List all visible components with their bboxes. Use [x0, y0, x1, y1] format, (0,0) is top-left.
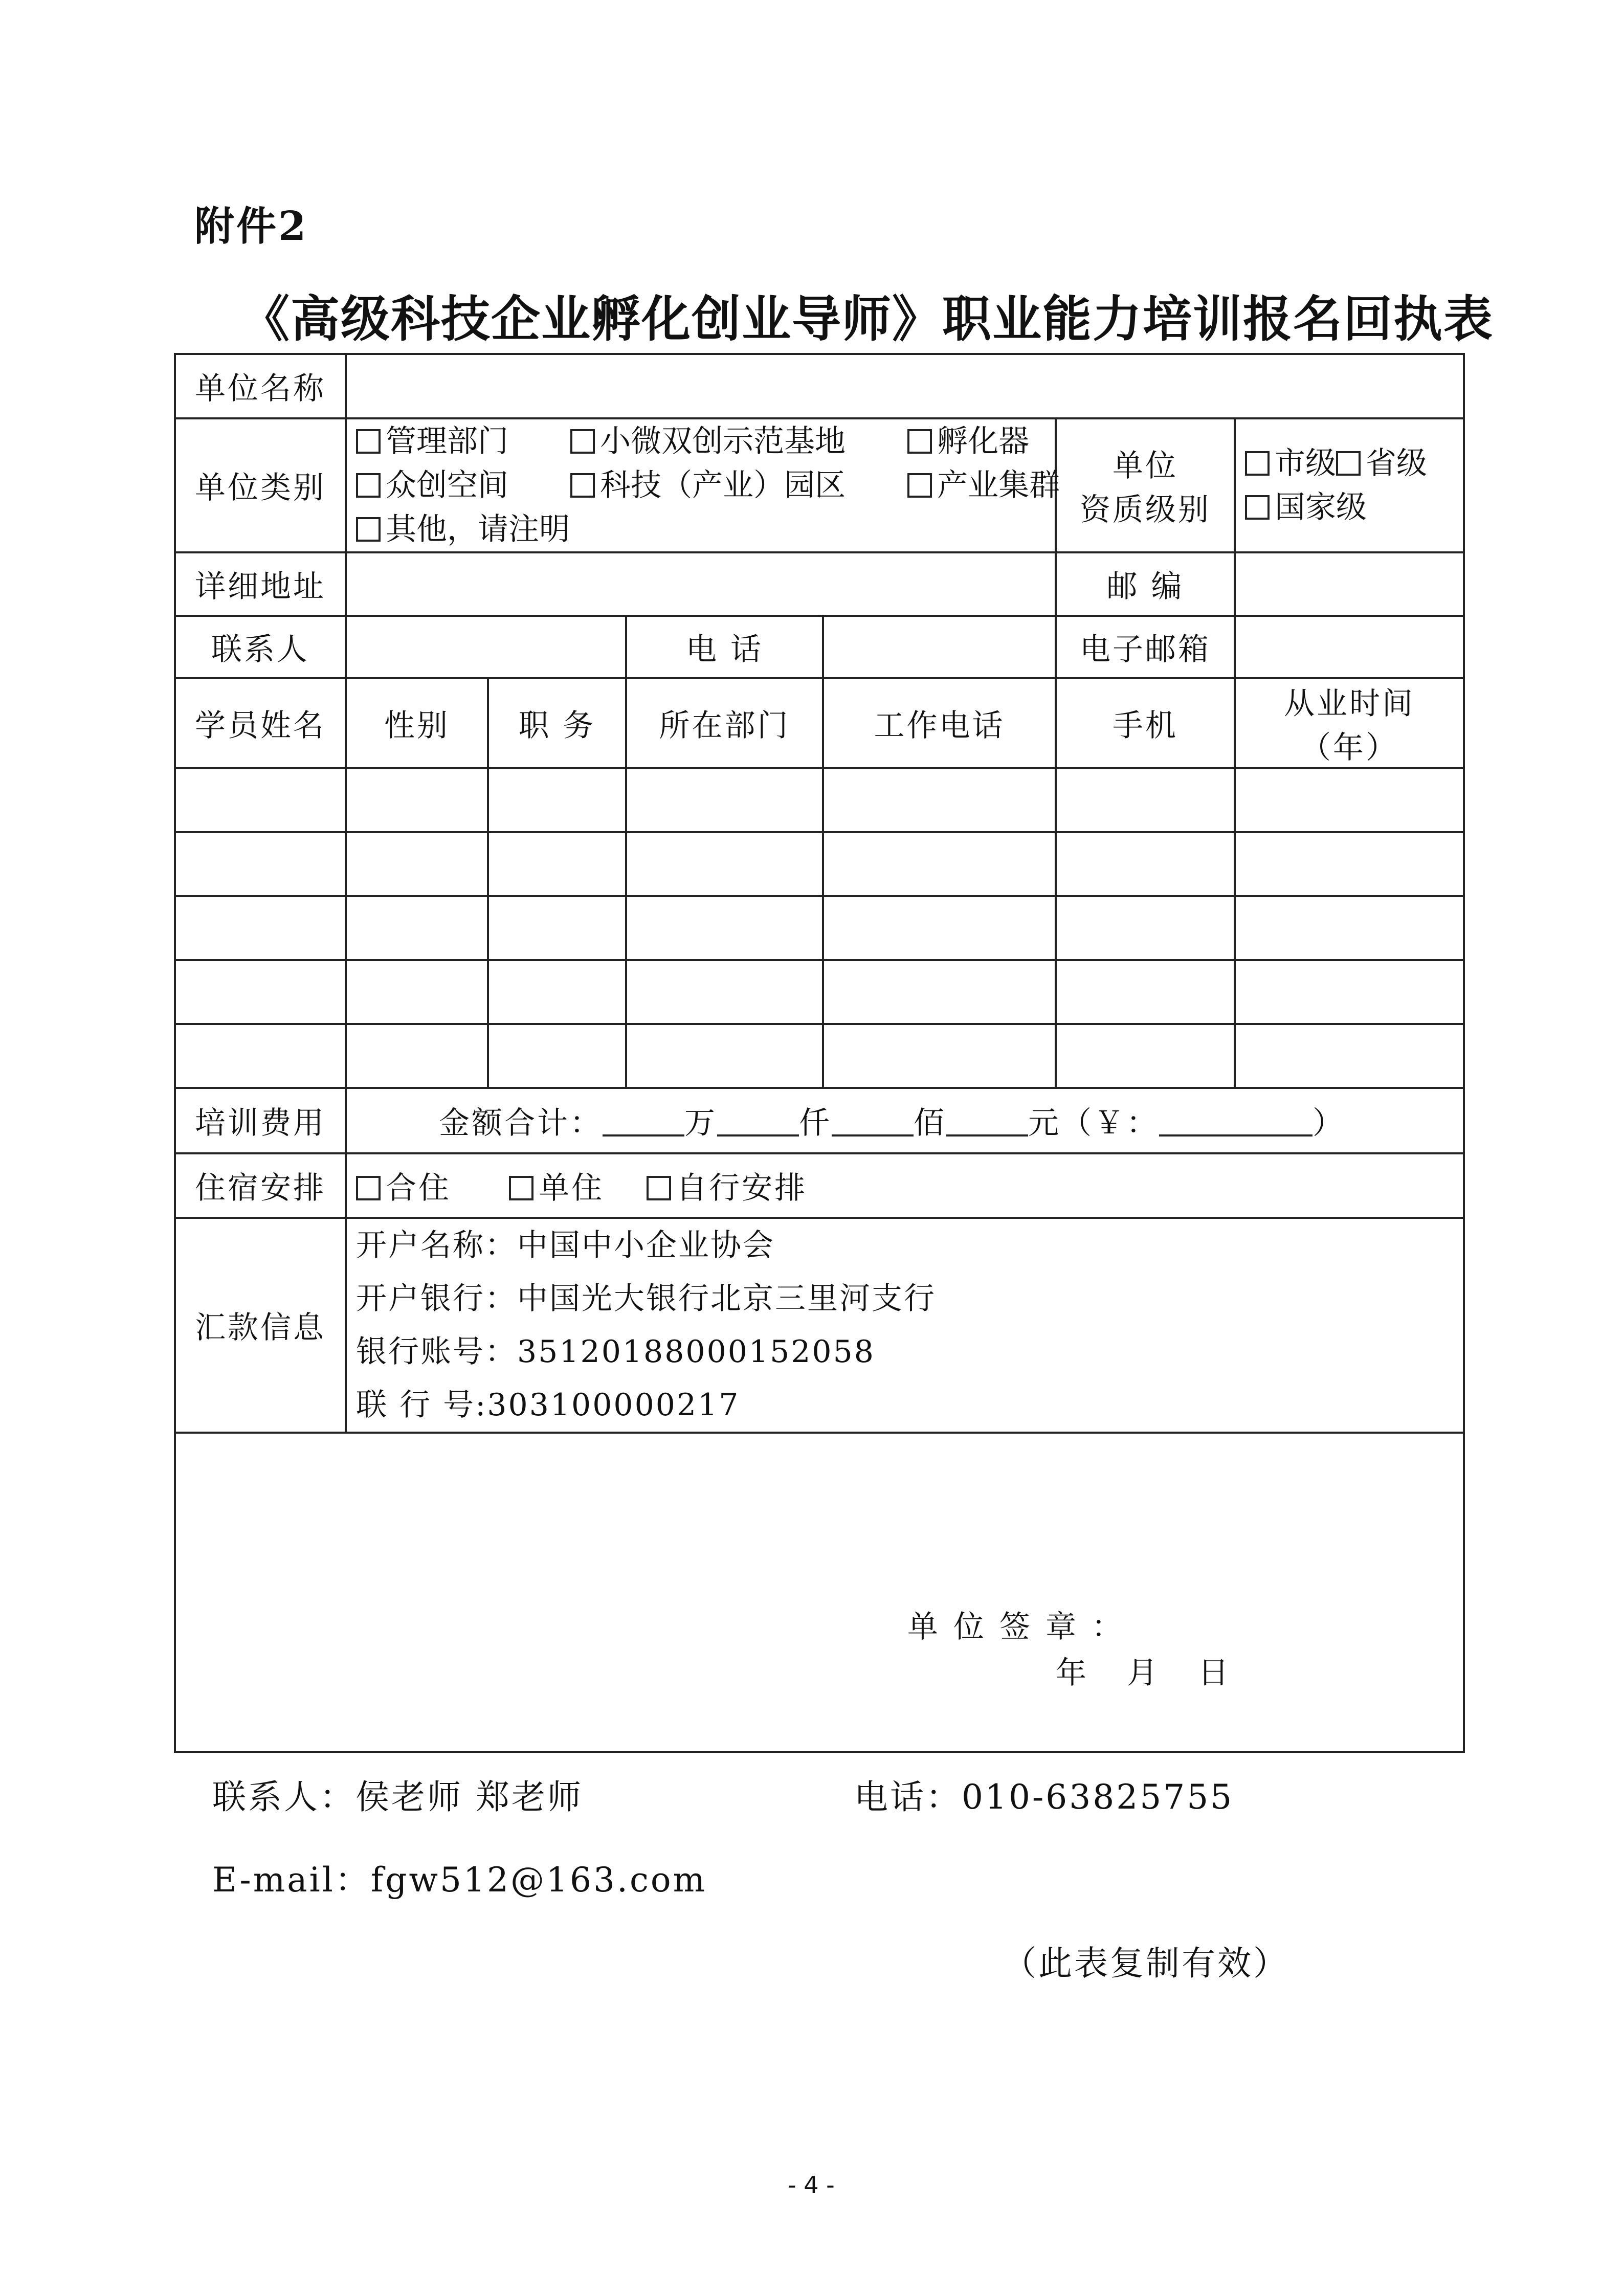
cell-department[interactable] — [626, 832, 823, 896]
fee-bai-blank[interactable] — [832, 1109, 914, 1136]
header-gender: 性别 — [346, 678, 488, 768]
fee-amount: 金额合计： 万 仟 佰 元（￥： ） — [346, 1088, 1464, 1153]
row-unit-name — [175, 354, 1464, 418]
cell-position[interactable] — [488, 1024, 626, 1088]
checkbox-icon — [356, 429, 381, 454]
unit-name-label: 单位名称 — [175, 354, 346, 418]
fee-total-blank[interactable] — [1159, 1109, 1312, 1136]
contact-label: 联系人 — [175, 616, 346, 678]
cell-position[interactable] — [488, 832, 626, 896]
checkbox-icon — [356, 517, 381, 542]
student-row — [175, 960, 1464, 1024]
checkbox-icon — [356, 473, 381, 498]
lodging-label: 住宿安排 — [175, 1153, 346, 1218]
cell-name[interactable] — [175, 1024, 346, 1088]
postcode-field[interactable] — [1235, 552, 1464, 616]
checkbox-icon — [907, 429, 932, 454]
option-other[interactable]: 其他，请注明 — [356, 507, 570, 551]
cell-position[interactable] — [488, 768, 626, 832]
cell-work-phone[interactable] — [823, 832, 1056, 896]
phone-label: 电 话 — [626, 616, 823, 678]
cell-work-phone[interactable] — [823, 768, 1056, 832]
cell-gender[interactable] — [346, 1024, 488, 1088]
fee-label: 培训费用 — [175, 1088, 346, 1153]
contact-field[interactable] — [346, 616, 626, 678]
cell-mobile[interactable] — [1056, 768, 1235, 832]
seal-date: 年 月 日 — [1056, 1655, 1229, 1691]
address-field[interactable] — [346, 552, 1056, 616]
cell-department[interactable] — [626, 768, 823, 832]
student-row — [175, 1024, 1464, 1088]
checkbox-icon — [570, 429, 595, 454]
remit-info — [346, 1218, 1464, 1433]
option-single-room[interactable]: 单住 — [509, 1170, 604, 1206]
option-incubator[interactable]: 孵化器 — [907, 419, 1029, 463]
row-unit-category — [175, 418, 1464, 552]
address-label: 详细地址 — [175, 552, 346, 616]
cell-gender[interactable] — [346, 960, 488, 1024]
option-demo-base[interactable]: 小微双创示范基地 — [570, 419, 898, 463]
cell-gender[interactable] — [346, 832, 488, 896]
option-tech-park[interactable]: 科技（产业）园区 — [570, 463, 898, 507]
cell-work-phone[interactable] — [823, 896, 1056, 960]
checkbox-icon — [570, 473, 595, 498]
row-contact — [175, 616, 1464, 678]
row-seal — [175, 1433, 1464, 1752]
fee-yuan-blank[interactable] — [946, 1109, 1028, 1136]
student-row — [175, 768, 1464, 832]
checkbox-icon — [1245, 451, 1270, 476]
fee-wan-blank[interactable] — [603, 1109, 684, 1136]
unit-category-label: 单位类别 — [175, 418, 346, 552]
cell-years[interactable] — [1235, 960, 1464, 1024]
qualification-options — [1235, 418, 1464, 552]
header-department: 所在部门 — [626, 678, 823, 768]
option-industry-cluster[interactable]: 产业集群 — [907, 463, 1060, 507]
cell-name[interactable] — [175, 768, 346, 832]
qualification-label: 单位 资质级别 — [1056, 418, 1235, 552]
bank-code: 联 行 号:303100000217 — [356, 1387, 740, 1423]
checkbox-icon — [1245, 495, 1270, 520]
footer-email: E-mail：fgw512@163.com — [212, 1860, 707, 1900]
row-remittance — [175, 1218, 1464, 1433]
cell-years[interactable] — [1235, 896, 1464, 960]
header-mobile: 手机 — [1056, 678, 1235, 768]
cell-position[interactable] — [488, 960, 626, 1024]
header-years: 从业时间 （年） — [1235, 678, 1464, 768]
student-row — [175, 832, 1464, 896]
option-admin-dept[interactable]: 管理部门 — [356, 419, 561, 463]
seal-label: 单位签章： — [907, 1609, 1138, 1645]
checkbox-icon — [647, 1176, 671, 1200]
phone-field[interactable] — [823, 616, 1056, 678]
cell-work-phone[interactable] — [823, 1024, 1056, 1088]
cell-mobile[interactable] — [1056, 1024, 1235, 1088]
cell-name[interactable] — [175, 832, 346, 896]
account-number: 银行账号：35120188000152058 — [356, 1334, 875, 1370]
checkbox-icon — [907, 473, 932, 498]
header-work-phone: 工作电话 — [823, 678, 1056, 768]
page-number: - 4 - — [788, 2171, 835, 2199]
option-maker-space[interactable]: 众创空间 — [356, 463, 561, 507]
account-name: 开户名称：中国中小企业协会 — [356, 1228, 775, 1263]
email-label: 电子邮箱 — [1056, 616, 1235, 678]
fee-qian-blank[interactable] — [717, 1109, 799, 1136]
footer-phone: 电话：010-63825755 — [854, 1777, 1234, 1817]
registration-form — [174, 353, 1465, 1753]
option-province-level[interactable]: 省级 — [1336, 441, 1427, 485]
cell-gender[interactable] — [346, 896, 488, 960]
row-address — [175, 552, 1464, 616]
cell-years[interactable] — [1235, 1024, 1464, 1088]
bank-name: 开户银行：中国光大银行北京三里河支行 — [356, 1281, 936, 1317]
lodging-options — [346, 1153, 1464, 1218]
cell-mobile[interactable] — [1056, 832, 1235, 896]
option-city-level[interactable]: 市级 — [1245, 441, 1336, 485]
header-position: 职 务 — [488, 678, 626, 768]
form-title: 《高级科技企业孵化创业导师》职业能力培训报名回执表 — [240, 290, 1494, 348]
row-fee — [175, 1088, 1464, 1153]
cell-mobile[interactable] — [1056, 896, 1235, 960]
cell-department[interactable] — [626, 960, 823, 1024]
cell-gender[interactable] — [346, 768, 488, 832]
option-self-arranged[interactable]: 自行安排 — [647, 1170, 807, 1206]
row-student-headers — [175, 678, 1464, 768]
seal-area[interactable] — [175, 1433, 1464, 1752]
cell-department[interactable] — [626, 1024, 823, 1088]
cell-name[interactable] — [175, 896, 346, 960]
cell-department[interactable] — [626, 896, 823, 960]
cell-years[interactable] — [1235, 768, 1464, 832]
option-shared-room[interactable]: 合住 — [356, 1170, 451, 1206]
unit-name-field[interactable] — [346, 354, 1464, 418]
row-lodging — [175, 1153, 1464, 1218]
checkbox-icon — [509, 1176, 533, 1200]
checkbox-icon — [356, 1176, 381, 1200]
cell-mobile[interactable] — [1056, 960, 1235, 1024]
checkbox-icon — [1336, 451, 1361, 476]
postcode-label: 邮 编 — [1056, 552, 1235, 616]
footer-contact: 联系人：侯老师 郑老师 — [212, 1777, 583, 1817]
option-national-level[interactable]: 国家级 — [1245, 485, 1367, 529]
email-field[interactable] — [1235, 616, 1464, 678]
header-student-name: 学员姓名 — [175, 678, 346, 768]
cell-position[interactable] — [488, 896, 626, 960]
attachment-label: 附件2 — [194, 203, 308, 250]
student-row — [175, 896, 1464, 960]
unit-category-options — [346, 418, 1060, 552]
remit-label: 汇款信息 — [175, 1218, 346, 1433]
cell-name[interactable] — [175, 960, 346, 1024]
copy-valid-note: （此表复制有效） — [1003, 1944, 1289, 1983]
cell-years[interactable] — [1235, 832, 1464, 896]
cell-work-phone[interactable] — [823, 960, 1056, 1024]
